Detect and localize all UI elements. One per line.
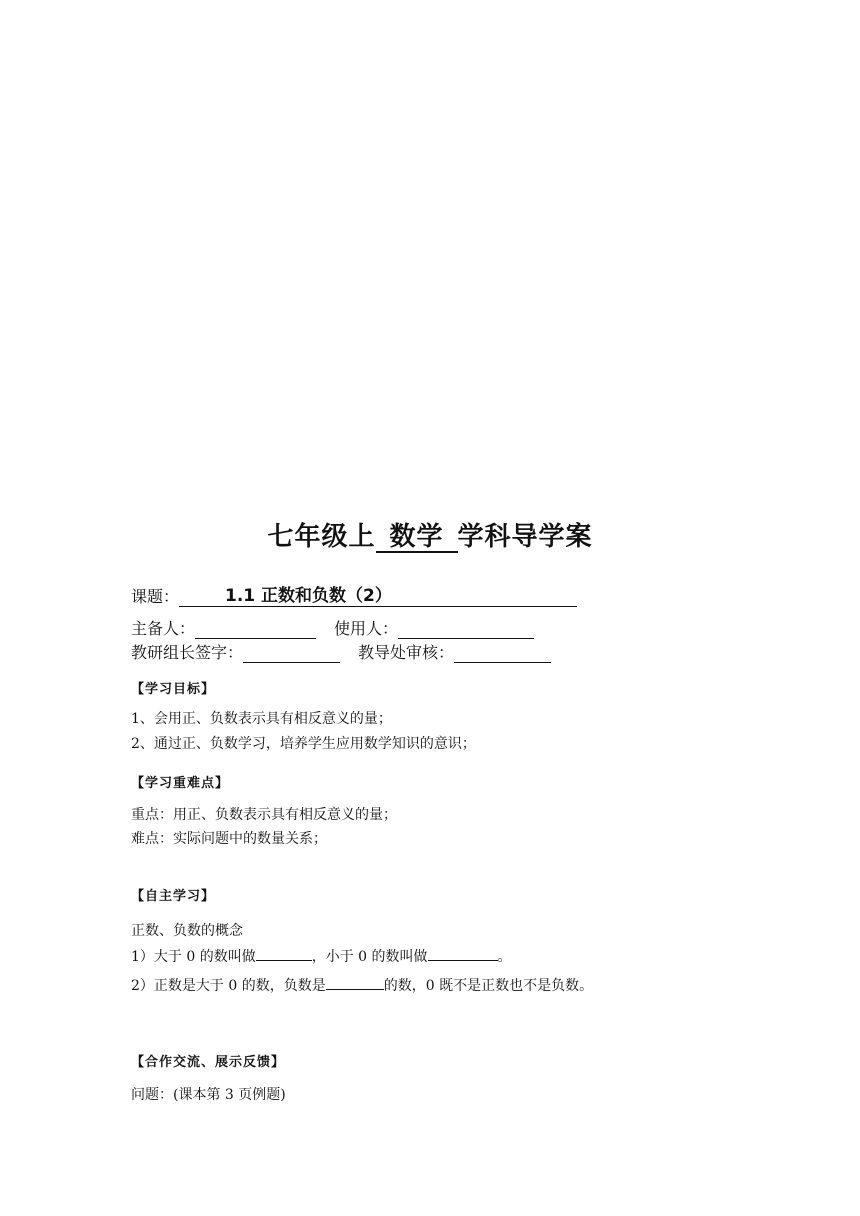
q1-text-c: 。 [497,949,512,965]
q1-text-b: ，小于 0 的数叫做 [311,949,428,965]
office-label: 教导处审核： [358,643,455,662]
objective-item: 2、通过正、负数学习，培养学生应用数学知识的意识； [131,736,476,752]
lesson-label: 课题： [131,587,180,606]
self-study-topic: 正数、负数的概念 [131,923,243,939]
cooperation-question: 问题：(课本第 3 页例题) [131,1087,286,1103]
user-label: 使用人： [334,619,399,638]
question-2 [131,975,593,995]
preparer-label: 主备人： [131,619,196,638]
q2-text-b: 的数，0 既不是正数也不是负数。 [383,978,594,994]
q1-blank-negative[interactable] [428,946,498,961]
objective-item: 1、会用正、负数表示具有相反意义的量； [131,711,392,727]
leader-label: 教研组长签字： [131,643,244,662]
cooperation-heading: 【合作交流、展示反馈】 [131,1055,286,1070]
objectives-heading: 【学习目标】 [131,682,216,697]
review-row [131,640,551,663]
lesson-row [131,584,577,607]
focus-text: 重点：用正、负数表示具有相反意义的量； [131,807,397,823]
lesson-value: 1.1 正数和负数（2） [179,586,577,607]
user-blank[interactable] [398,620,534,639]
leader-signature-blank[interactable] [243,644,340,663]
question-1 [131,946,512,966]
preparer-row [131,616,534,639]
self-study-heading: 【自主学习】 [131,889,216,904]
q1-text-a: 1）大于 0 的数叫做 [131,949,256,965]
difficulty-text: 难点：实际问题中的数量关系； [131,831,327,847]
page-title [0,516,860,553]
q1-blank-positive[interactable] [256,946,312,961]
q2-blank[interactable] [326,975,384,990]
title-subject: 数学 [376,523,458,553]
title-prefix: 七年级上 [267,522,376,552]
key-points-heading: 【学习重难点】 [131,776,230,791]
title-suffix: 学科导学案 [457,522,593,552]
office-review-blank[interactable] [454,644,551,663]
q2-text-a: 2）正数是大于 0 的数，负数是 [131,978,326,994]
preparer-blank[interactable] [195,620,316,639]
